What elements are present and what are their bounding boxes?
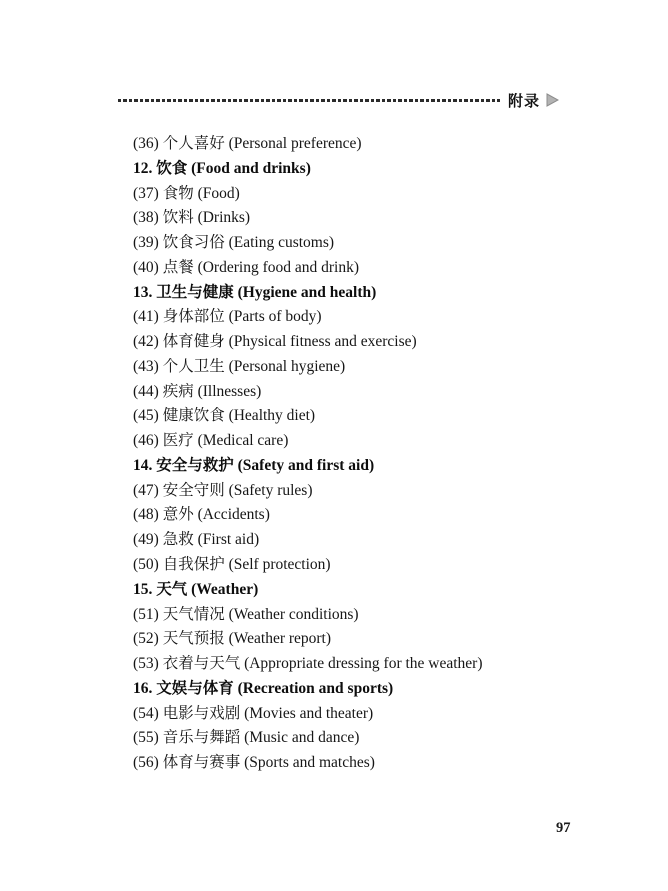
list-item: (44) 疾病 (Illnesses) [133,382,262,400]
header-dashed-rule [118,99,500,102]
list-item: (39) 饮食习俗 (Eating customs) [133,234,335,252]
page-number: 97 [556,820,571,836]
list-item: (48) 意外 (Accidents) [133,506,270,524]
list-item: (55) 音乐与舞蹈 (Music and dance) [133,729,360,747]
list-item: (38) 饮料 (Drinks) [133,209,251,227]
page-header [118,91,558,109]
section-heading: 12. 饮食 (Food and drinks) [133,159,311,177]
list-item: (47) 安全守则 (Safety rules) [133,481,313,499]
list-item: (37) 食物 (Food) [133,184,240,202]
list-item: (41) 身体部位 (Parts of body) [133,308,322,326]
list-item: (56) 体育与赛事 (Sports and matches) [133,754,375,772]
list-item: (49) 急救 (First aid) [133,531,260,549]
list-item: (40) 点餐 (Ordering food and drink) [133,258,359,276]
list-item: (45) 健康饮食 (Healthy diet) [133,407,316,425]
list-item: (53) 衣着与天气 (Appropriate dressing for the weather) [133,655,483,673]
list-item: (46) 医疗 (Medical care) [133,432,289,450]
right-triangle-icon [546,93,559,107]
section-heading: 13. 卫生与健康 (Hygiene and health) [133,283,377,301]
list-item: (51) 天气情况 (Weather conditions) [133,605,359,623]
section-heading: 15. 天气 (Weather) [133,580,259,598]
header-label: 附录 [508,93,541,110]
list-item: (36) 个人喜好 (Personal preference) [133,135,362,152]
list-item: (52) 天气预报 (Weather report) [133,630,332,648]
list-item: (54) 电影与戏剧 (Movies and theater) [133,704,374,722]
list-item: (50) 自我保护 (Self protection) [133,556,331,574]
list-item: (43) 个人卫生 (Personal hygiene) [133,357,346,375]
section-heading: 14. 安全与救护 (Safety and first aid) [133,456,375,474]
section-heading: 16. 文娱与体育 (Recreation and sports) [133,679,394,697]
topic-list [133,132,603,776]
list-item: (42) 体育健身 (Physical fitness and exercise) [133,333,417,351]
